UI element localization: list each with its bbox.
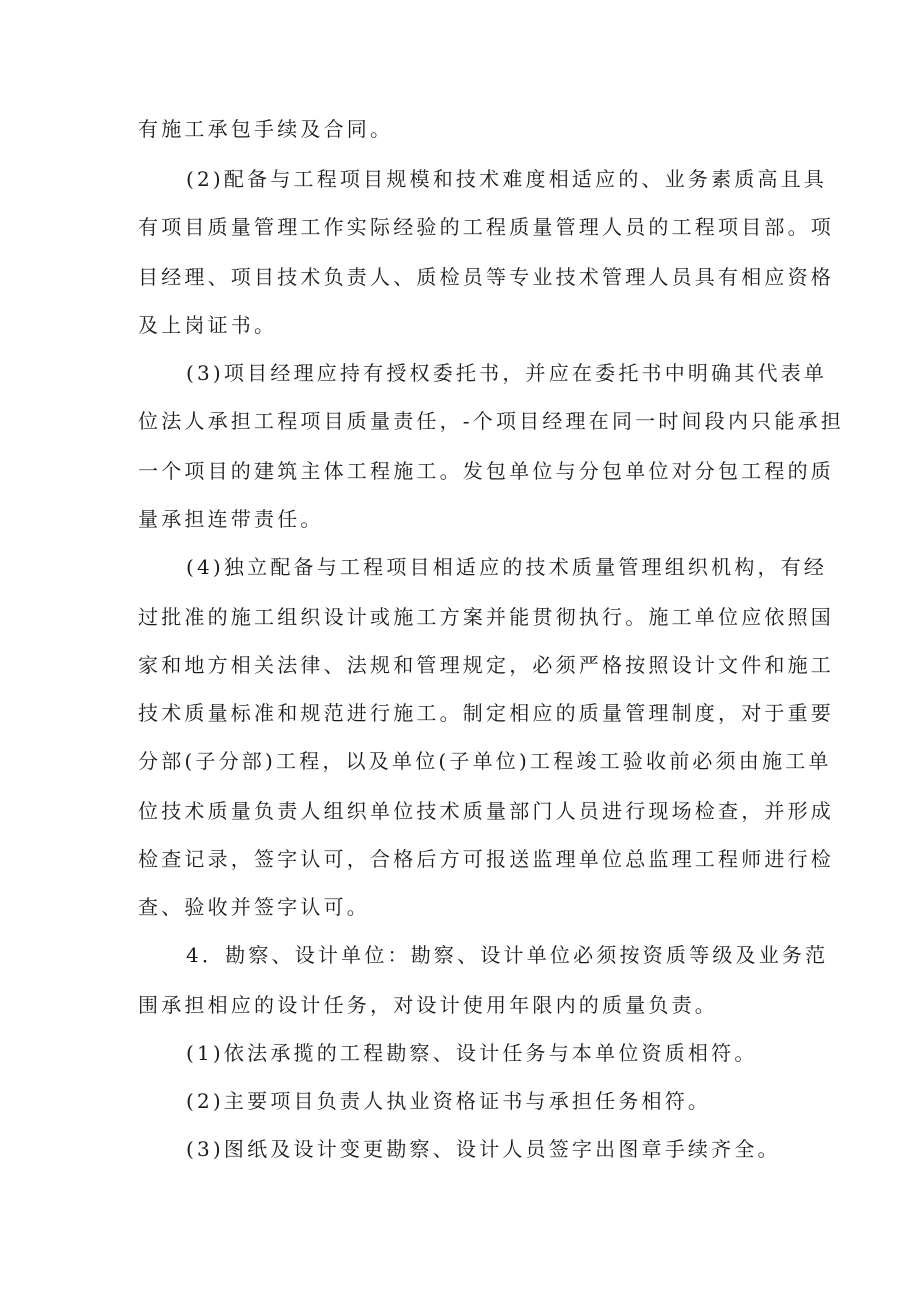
text-line-16: 检查记录，签字认可，合格后方可报送监理单位总监理工程师进行检	[138, 847, 834, 871]
text-line-21: (2)主要项目负责人执业资格证书与承担任务相符。	[186, 1089, 712, 1113]
text-line-11: 过批准的施工组织设计或施工方案并能贯彻执行。施工单位应依照国	[138, 605, 834, 629]
text-line-10: (4)独立配备与工程项目相适应的技术质量管理组织机构，有经	[186, 555, 828, 579]
text-line-22: (3)图纸及设计变更勘察、设计人员签字出图章手续齐全。	[186, 1137, 781, 1161]
text-line-2: (2)配备与工程项目规模和技术难度相适应的、业务素质高且具	[186, 167, 828, 191]
text-line-7: 位法人承担工程项目质量责任，-个项目经理在同一时间段内只能承担	[138, 409, 844, 433]
text-line-4: 目经理、项目技术负责人、质检员等专业技术管理人员具有相应资格	[138, 265, 834, 289]
text-line-15: 位技术质量负责人组织单位技术质量部门人员进行现场检查，并形成	[138, 799, 834, 823]
text-line-18: 4．勘察、设计单位：勘察、设计单位必须按资质等级及业务范	[186, 943, 829, 967]
text-line-3: 有项目质量管理工作实际经验的工程质量管理人员的工程项目部。项	[138, 215, 834, 239]
text-line-9: 量承担连带责任。	[138, 507, 324, 531]
text-line-12: 家和地方相关法律、法规和管理规定，必须严格按照设计文件和施工	[138, 653, 834, 677]
text-line-14: 分部(子分部)工程，以及单位(子单位)工程竣工验收前必须由施工单	[138, 749, 832, 773]
text-line-19: 围承担相应的设计任务，对设计使用年限内的质量负责。	[138, 993, 718, 1017]
text-line-20: (1)依法承揽的工程勘察、设计任务与本单位资质相符。	[186, 1041, 758, 1065]
text-line-6: (3)项目经理应持有授权委托书，并应在委托书中明确其代表单	[186, 361, 828, 385]
text-line-17: 查、验收并签字认可。	[138, 895, 370, 919]
text-line-5: 及上岗证书。	[138, 313, 278, 337]
text-line-8: 一个项目的建筑主体工程施工。发包单位与分包单位对分包工程的质	[138, 459, 834, 483]
text-line-1: 有施工承包手续及合同。	[138, 117, 394, 141]
text-line-13: 技术质量标准和规范进行施工。制定相应的质量管理制度，对于重要	[138, 701, 834, 725]
